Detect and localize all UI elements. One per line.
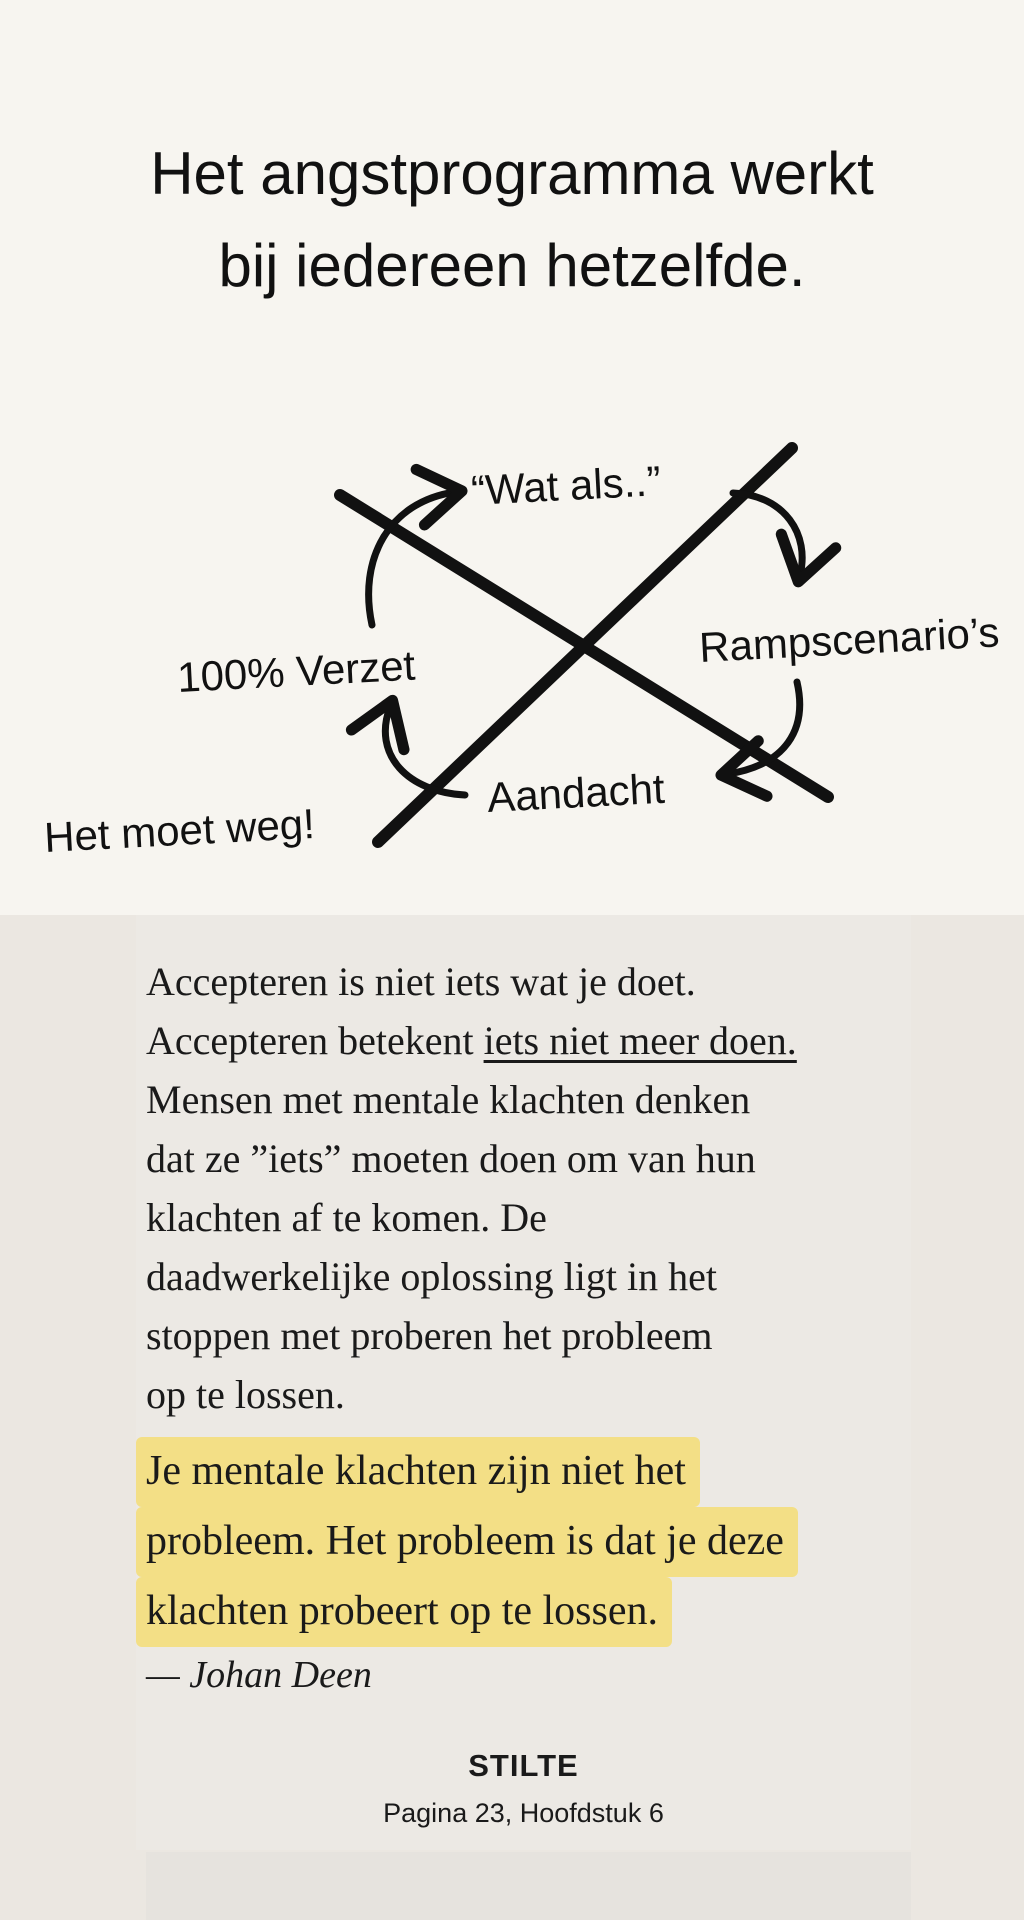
arrow-to-verzet: [385, 707, 465, 795]
arrow-to-rampscenarios: [733, 493, 802, 575]
arrow-to-aandacht: [728, 682, 800, 774]
label-het-moet-weg: Het moet weg!: [43, 799, 316, 861]
quote-line: dat ze ”iets” moeten doen om van hun: [146, 1136, 756, 1181]
quote-body: [146, 952, 906, 1424]
label-verzet: 100% Verzet: [176, 641, 417, 701]
title-line-1: Het angstprogramma werkt: [150, 140, 874, 207]
title-line-2: bij iedereen hetzelfde.: [218, 232, 806, 299]
highlighted-quote: [136, 1437, 896, 1647]
quote-line: klachten af te komen. De: [146, 1195, 547, 1240]
label-rampscenarios: Rampscenario’s: [698, 608, 1001, 671]
label-wat-als: “Wat als..”: [470, 457, 662, 514]
quote-line: Accepteren betekent: [146, 1018, 484, 1063]
quote-line: op te lossen.: [146, 1372, 345, 1417]
highlighted-line: probleem. Het probleem is dat je deze: [136, 1507, 798, 1577]
label-aandacht: Aandacht: [486, 764, 666, 821]
highlighted-line: klachten probeert op te lossen.: [136, 1577, 672, 1647]
anxiety-cycle-diagram: [0, 420, 1024, 880]
highlighted-line: Je mentale klachten zijn niet het: [136, 1437, 700, 1507]
book-title: STILTE: [468, 1748, 579, 1783]
quote-underlined-phrase: iets niet meer doen.: [483, 1018, 797, 1063]
quote-line: daadwerkelijke oplossing ligt in het: [146, 1254, 717, 1299]
quote-author: — Johan Deen: [146, 1654, 372, 1696]
quote-line: Mensen met mentale klachten denken: [146, 1077, 751, 1122]
quote-line: stoppen met proberen het probleem: [146, 1313, 713, 1358]
quote-line: Accepteren is niet iets wat je doet.: [146, 959, 696, 1004]
book-reference: Pagina 23, Hoofdstuk 6: [383, 1798, 664, 1828]
bottom-strip: [146, 1852, 911, 1920]
page-title: [0, 128, 1024, 312]
